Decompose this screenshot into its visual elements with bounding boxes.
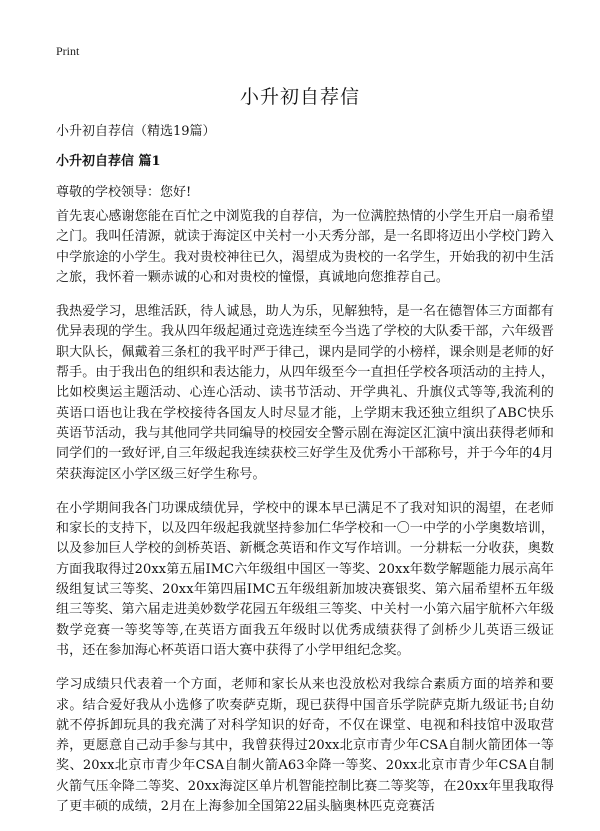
paragraph-character: 我热爱学习，思维活跃，待人诚恳，助人为乐，见解独特，是一名在德智体三方面都有优异表现的学生。我从四年级起通过竞选连续至今当选了学校的大队委干部，六年级晋职大队长，佩戴着三条杠的我平时严于律己，课内是同学的小榜样，课余则是老师的好帮手。由于我出色的组织和表达能力，从四年级至今一直担任学校各项活动的主持人，比如校奥运主题活动、心连心活动、读书节活动、开学典礼、升旗仪式等等,我流利的英语口语也让我在学校接待各国友人时尽显才能，上学期末我还独立组织了ABC快乐英语节活动，我与其他同学共同编导的校园安全警示剧在海淀区汇演中演出获得老师和同学们的一致好评,自三年级起我连续获校三好学生及优秀小干部称号，并于今年的4月荣获海淀区小学区级三好学生称号。 [56,304,554,482]
paragraph-academics: 在小学期间我各门功课成绩优异，学校中的课本早已满足不了我对知识的渴望，在老师和家长的支持下，以及四年级起我就坚持参加仁华学校和一〇一中学的小学奥数培训，以及参加巨人学校的剑桥英语、新概念英语和作文写作培训。一分耕耘一分收获，奥数方面我取得过20xx第五届IMC六年级组中国区一等奖、20xx年数学解题能力展示高年级组复试三等奖、20xx年第四届IMC五年级组新加坡决赛银奖、第六届希望杯五年级组三等奖、第六届走进美妙数学花园五年级组三等奖、中关村一小第六届宇航杯六年级数学竞赛一等奖等等,在英语方面我五年级时以优秀成绩获得了剑桥少儿英语三级证书，还在参加海心杯英语口语大赛中获得了小学甲组纪念奖。 [56,500,555,658]
print-label: Print [56,44,80,58]
section-heading: 小升初自荐信 篇1 [56,154,161,169]
document-title: 小升初自荐信 [239,86,360,108]
paragraph-quality: 学习成绩只代表着一个方面，老师和家长从来也没放松对我综合素质方面的培养和要求。结合爱好我从小选修了吹奏萨克斯，现已获得中国音乐学院萨克斯九级证书;自幼就不停拆卸玩具的我充满了对科学知识的好奇，不仅在课堂、电视和科技馆中汲取营养，更愿意自己动手参与其中，我曾获得过20xx北京市青少年CSA自制火箭团体一等奖、20xx北京市青少年CSA自制火箭A63伞降一等奖、20xx北京市青少年CSA自制火箭气压伞降二等奖、20xx海淀区单片机智能控制比赛二等奖等，在20xx年里我取得了更丰硕的成绩，2月在上海参加全国第22届头脑奥林匹克竞赛活 [56,677,554,815]
paragraph-intro: 首先衷心感谢您能在百忙之中浏览我的自荐信，为一位满腔热情的小学生开启一扇希望之门。我叫任清源，就读于海淀区中关村一小天秀分部，是一名即将迈出小学校门跨入中学旅途的小学生。我对贵校神往已久，渴望成为贵校的一名学生，开始我的初中生活之旅，我怀着一颗赤诚的心和对贵校的憧憬，真诚地向您推荐自己。 [56,209,554,285]
document-subtitle: 小升初自荐信（精选19篇） [56,124,216,139]
letter-body [56,207,554,831]
letter-greeting: 尊敬的学校领导：您好! [56,185,192,200]
